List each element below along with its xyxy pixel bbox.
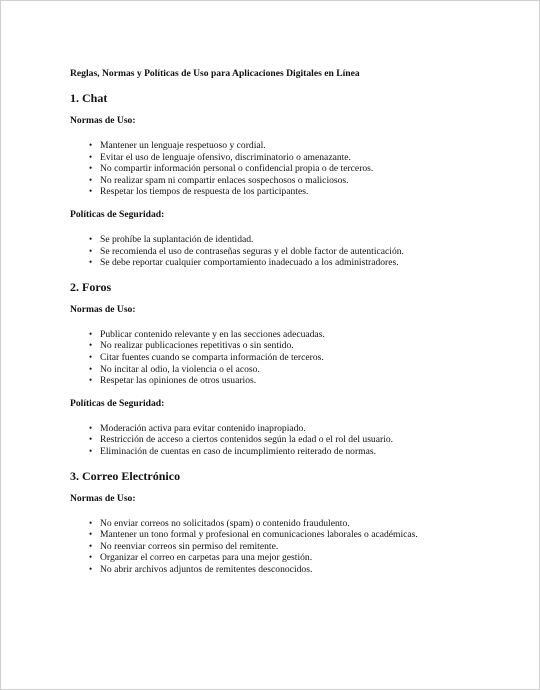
list-item-text: Organizar el correo en carpetas para una mejor gestión. [100, 552, 313, 564]
bullet-list [70, 518, 490, 576]
bullet-icon: • [89, 151, 93, 162]
subheading-normas-de-uso: Normas de Uso: [70, 492, 136, 504]
list-item [70, 541, 490, 553]
bullet-icon: • [89, 351, 93, 362]
list-item [70, 529, 490, 541]
list-item-text: Se debe reportar cualquier comportamiento inadecuado a los administradores. [100, 257, 399, 269]
list-item [70, 152, 490, 164]
list-item [70, 329, 490, 341]
section-heading: 2. Foros [70, 279, 112, 294]
list-item [70, 423, 490, 435]
list-item [70, 257, 490, 269]
bullet-icon: • [89, 517, 93, 528]
section-heading: 3. Correo Electrónico [70, 468, 181, 483]
list-item-text: Restricción de acceso a ciertos contenidos según la edad o el rol del usuario. [100, 434, 394, 446]
list-item [70, 375, 490, 387]
bullet-icon: • [89, 328, 93, 339]
subheading-normas-de-uso: Normas de Uso: [70, 303, 136, 315]
list-item-text: No compartir información personal o confidencial propia o de terceros. [100, 163, 374, 175]
list-item [70, 163, 490, 175]
section-heading: 1. Chat [70, 91, 108, 105]
list-item [70, 552, 490, 564]
list-item-text: No realizar spam ni compartir enlaces sospechosos o maliciosos. [100, 174, 349, 186]
list-item-text: Respetar los tiempos de respuesta de los participantes. [100, 186, 309, 198]
list-item-text: Eliminación de cuentas en caso de incumplimiento reiterado de normas. [100, 445, 376, 457]
document-content [70, 67, 490, 585]
list-item-text: No enviar correos no solicitados (spam) o contenido fraudulento. [100, 517, 350, 529]
list-item-text: Evitar el uso de lenguaje ofensivo, discriminatorio o amenazante. [100, 151, 351, 163]
list-item-text: No incitar al odio, la violencia o el acoso. [100, 363, 260, 375]
bullet-list [70, 423, 490, 458]
bullet-list [70, 234, 490, 269]
bullet-list [70, 329, 490, 387]
bullet-icon: • [89, 434, 93, 445]
bullet-icon: • [89, 163, 93, 174]
bullet-icon: • [89, 257, 93, 268]
list-item [70, 175, 490, 187]
list-item [70, 186, 490, 198]
list-item-text: Mantener un lenguaje respetuoso y cordial. [100, 140, 266, 151]
bullet-icon: • [89, 375, 93, 386]
list-item [70, 246, 490, 258]
list-item-text: Se recomienda el uso de contraseñas seguras y el doble factor de autenticación. [100, 245, 404, 257]
bullet-icon: • [89, 340, 93, 351]
section-chat [70, 90, 490, 269]
document-title: Reglas, Normas y Políticas de Uso para Aplicaciones Digitales en Línea [70, 68, 360, 79]
bullet-icon: • [89, 245, 93, 256]
list-item [70, 140, 490, 152]
subheading-politicas-de-seguridad: Políticas de Seguridad: [70, 397, 165, 409]
bullet-icon: • [89, 552, 93, 563]
list-item [70, 364, 490, 376]
section-correo-electronico [70, 468, 490, 576]
list-item [70, 352, 490, 364]
list-item-text: No reenviar correos sin permiso del remitente. [100, 540, 279, 552]
bullet-icon: • [89, 363, 93, 374]
list-item-text: Respetar las opiniones de otros usuarios. [100, 375, 257, 387]
list-item [70, 434, 490, 446]
bullet-icon: • [89, 186, 93, 197]
subheading-normas-de-uso: Normas de Uso: [70, 115, 136, 126]
list-item-text: Mantener un tono formal y profesional en comunicaciones laborales o académicas. [100, 529, 418, 541]
list-item [70, 234, 490, 246]
bullet-icon: • [89, 174, 93, 185]
list-item [70, 340, 490, 352]
list-item-text: Moderación activa para evitar contenido inapropiado. [100, 422, 306, 434]
bullet-icon: • [89, 140, 93, 150]
bullet-icon: • [89, 445, 93, 456]
subheading-politicas-de-seguridad: Políticas de Seguridad: [70, 208, 165, 220]
section-foros [70, 279, 490, 458]
bullet-icon: • [89, 540, 93, 551]
list-item-text: No abrir archivos adjuntos de remitentes desconocidos. [100, 563, 313, 575]
bullet-icon: • [89, 563, 93, 574]
list-item [70, 518, 490, 530]
bullet-icon: • [89, 529, 93, 540]
bullet-list [70, 140, 490, 198]
list-item [70, 564, 490, 576]
list-item-text: Citar fuentes cuando se comparta información de terceros. [100, 351, 324, 363]
list-item [70, 446, 490, 458]
list-item-text: Publicar contenido relevante y en las secciones adecuadas. [100, 328, 325, 340]
list-item-text: Se prohíbe la suplantación de identidad. [100, 233, 254, 245]
list-item-text: No realizar publicaciones repetitivas o sin sentido. [100, 340, 294, 352]
bullet-icon: • [89, 233, 93, 244]
bullet-icon: • [89, 422, 93, 433]
